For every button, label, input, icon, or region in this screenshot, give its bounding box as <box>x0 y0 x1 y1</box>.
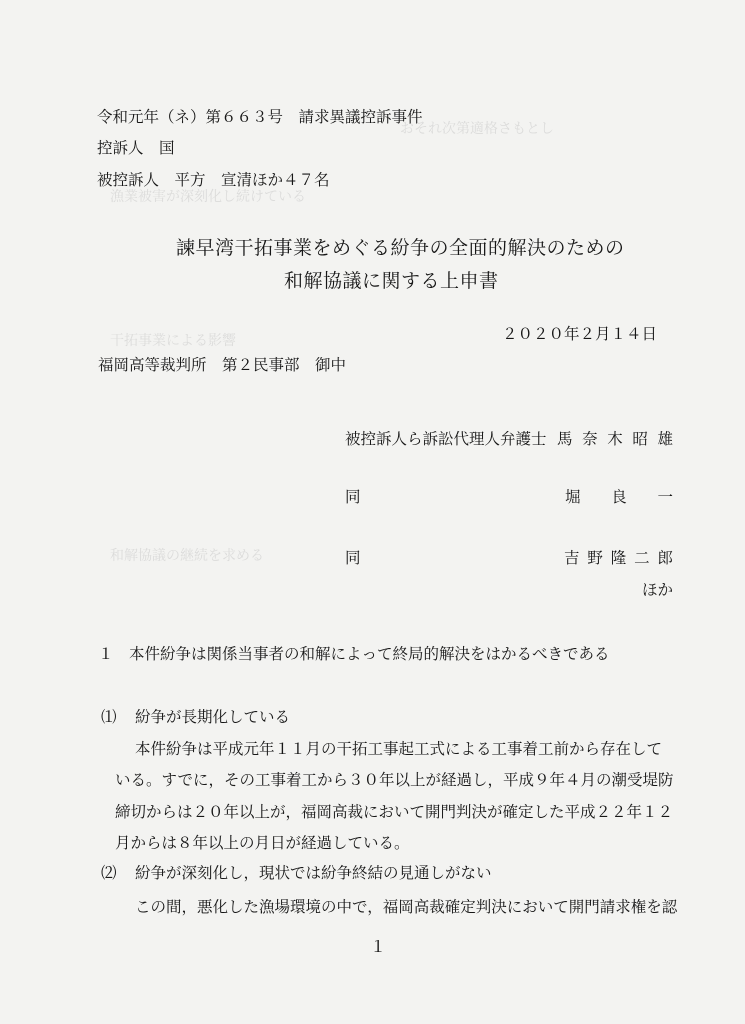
signer-role: 同 <box>345 488 361 506</box>
bleed-through-text: 漁業被害が深刻化し続けている <box>110 189 306 205</box>
appellant: 控訴人 国 <box>97 139 175 157</box>
bleed-through-text: 干拓事業による影響 <box>110 333 236 349</box>
signer-name: 吉 野 隆 二 郎 <box>564 549 673 567</box>
body-line: 月からは８年以上の月日が経過している。 <box>115 834 410 852</box>
body-line: いる。すでに，その工事着工から３０年以上が経過し，平成９年４月の潮受堤防 <box>115 771 674 789</box>
subsection-heading: 紛争が長期化している <box>135 708 291 726</box>
appellee: 被控訴人 平方 宣清ほか４７名 <box>97 171 330 189</box>
court-address: 福岡高等裁判所 第２民事部 御中 <box>98 356 347 374</box>
document-title-line1: 諫早湾干拓事業をめぐる紛争の全面的解決のための <box>176 237 625 259</box>
subsection-label: ⑴ <box>101 708 117 726</box>
subsection-label: ⑵ <box>101 864 117 882</box>
subsection-heading: 紛争が深刻化し，現状では紛争終結の見通しがない <box>135 864 492 882</box>
body-line: この間，悪化した漁場環境の中で，福岡高裁確定判決において開門請求権を認 <box>135 898 678 916</box>
body-line: 締切からは２０年以上が，福岡高裁において開門判決が確定した平成２２年１２ <box>115 803 674 821</box>
submission-date: ２０２０年２月１４日 <box>502 325 658 343</box>
signers-etc: ほか <box>642 581 674 599</box>
signer-name: 馬 奈 木 昭 雄 <box>557 430 673 448</box>
signer-name: 堀 良 一 <box>565 488 673 506</box>
section-heading: １ 本件紛争は関係当事者の和解によって終局的解決をはかるべきである <box>98 645 610 663</box>
case-number: 令和元年（ネ）第６６３号 請求異議控訴事件 <box>97 108 423 126</box>
document-title-line2: 和解協議に関する上申書 <box>284 270 499 292</box>
signer-role: 被控訴人ら訴訟代理人弁護士 <box>345 430 547 448</box>
page-number: １ <box>370 937 387 956</box>
signer-role: 同 <box>345 549 361 567</box>
bleed-through-text: 和解協議の継続を求める <box>110 548 264 564</box>
bleed-through-text: おそれ次第適格さもとし <box>400 121 554 137</box>
body-line: 本件紛争は平成元年１１月の干拓工事起工式による工事着工前から存在して <box>135 740 663 758</box>
